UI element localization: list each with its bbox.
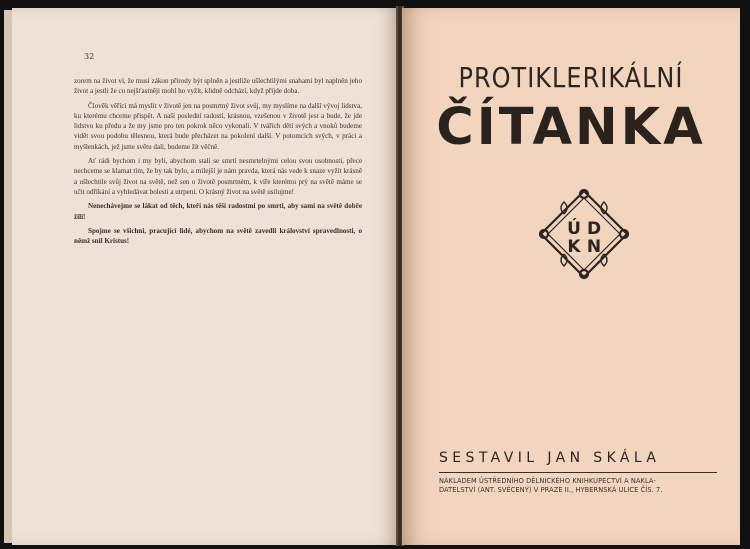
paragraph: zorem na život ví, že musí zákon přírody být splněn a jestliže ušlechtilými snahami byl naplněn jeho život a jestli že co nejšťastněji mohl ho vyžít, klidně odchází, když přijde doba. [74,77,362,96]
title-line-2: ČÍTANKA [436,98,706,157]
title-page [402,8,740,545]
publisher-line: DATELSTVÍ (ANT. SVĚCENÝ) V PRAZE II., HYBERNSKÁ ULICE ČÍS. 7. [439,486,663,494]
paragraph: Nenechávejme se lákat od těch, kteří nás těší radostmi po smrti, aby sami na světě dobře žili! [74,202,362,221]
publisher-emblem-icon [538,188,630,280]
emblem-letter: Ú [567,219,581,239]
title-line-1: PROTIKLERIKÁLNÍ [458,61,684,95]
emblem-letter: K [567,237,581,257]
body-text [74,76,362,246]
emblem-letter: D [586,219,602,239]
compiler-credit: SESTAVIL JAN SKÁLA [439,450,661,466]
divider [439,472,717,473]
publisher-line: NÁKLADEM ÚSTŘEDNÍHO DĚLNICKÉHO KNIHKUPECTVÍ A NAKLA- [439,477,656,485]
page-number: 32 [84,52,95,61]
emblem-letter: N [586,237,602,257]
paragraph: Spojme se všichni, pracující lidé, abychom na světě zavedli království spravedlnosti, o němž snil Kristus! [74,226,362,246]
paragraph: Ať rádi bychom i my byli, abychom stali se smrtí nesmrtelnými celou svou osobností, přece nechceme se klamat tím, že by tak bylo, a milejší je nám pravda, která nás vede k snaze vyžít krásně a ušlechtile svůj život na světě, než sen o životě posmrtném, k víře kterému prý na světě máme se učit odříkání a vyhledávat bolesti a utrpení. O krásný život na světě usilujme! [74,157,362,196]
publisher-imprint [439,477,719,495]
left-page [12,8,400,545]
paragraph: Člověk věřící má myslit v životě jen na posmrtný život svůj, my myslíme na další vývoj lidstva, ku kterému chceme přispět. A naší poslední radostí, krásnou, vzešenou v životě jest a bude, že jde lidstvo ku předu a že my jsme pro ten pokrok něco vykonali. V tvářích dětí svých a vnoků budeme vidět svou podobu tělesnou, která bude přecházet na pokolení další. V potomcích svých, v práci a myšlenkách, jež jsme světu dali, budeme žít věčně. [74,101,362,151]
